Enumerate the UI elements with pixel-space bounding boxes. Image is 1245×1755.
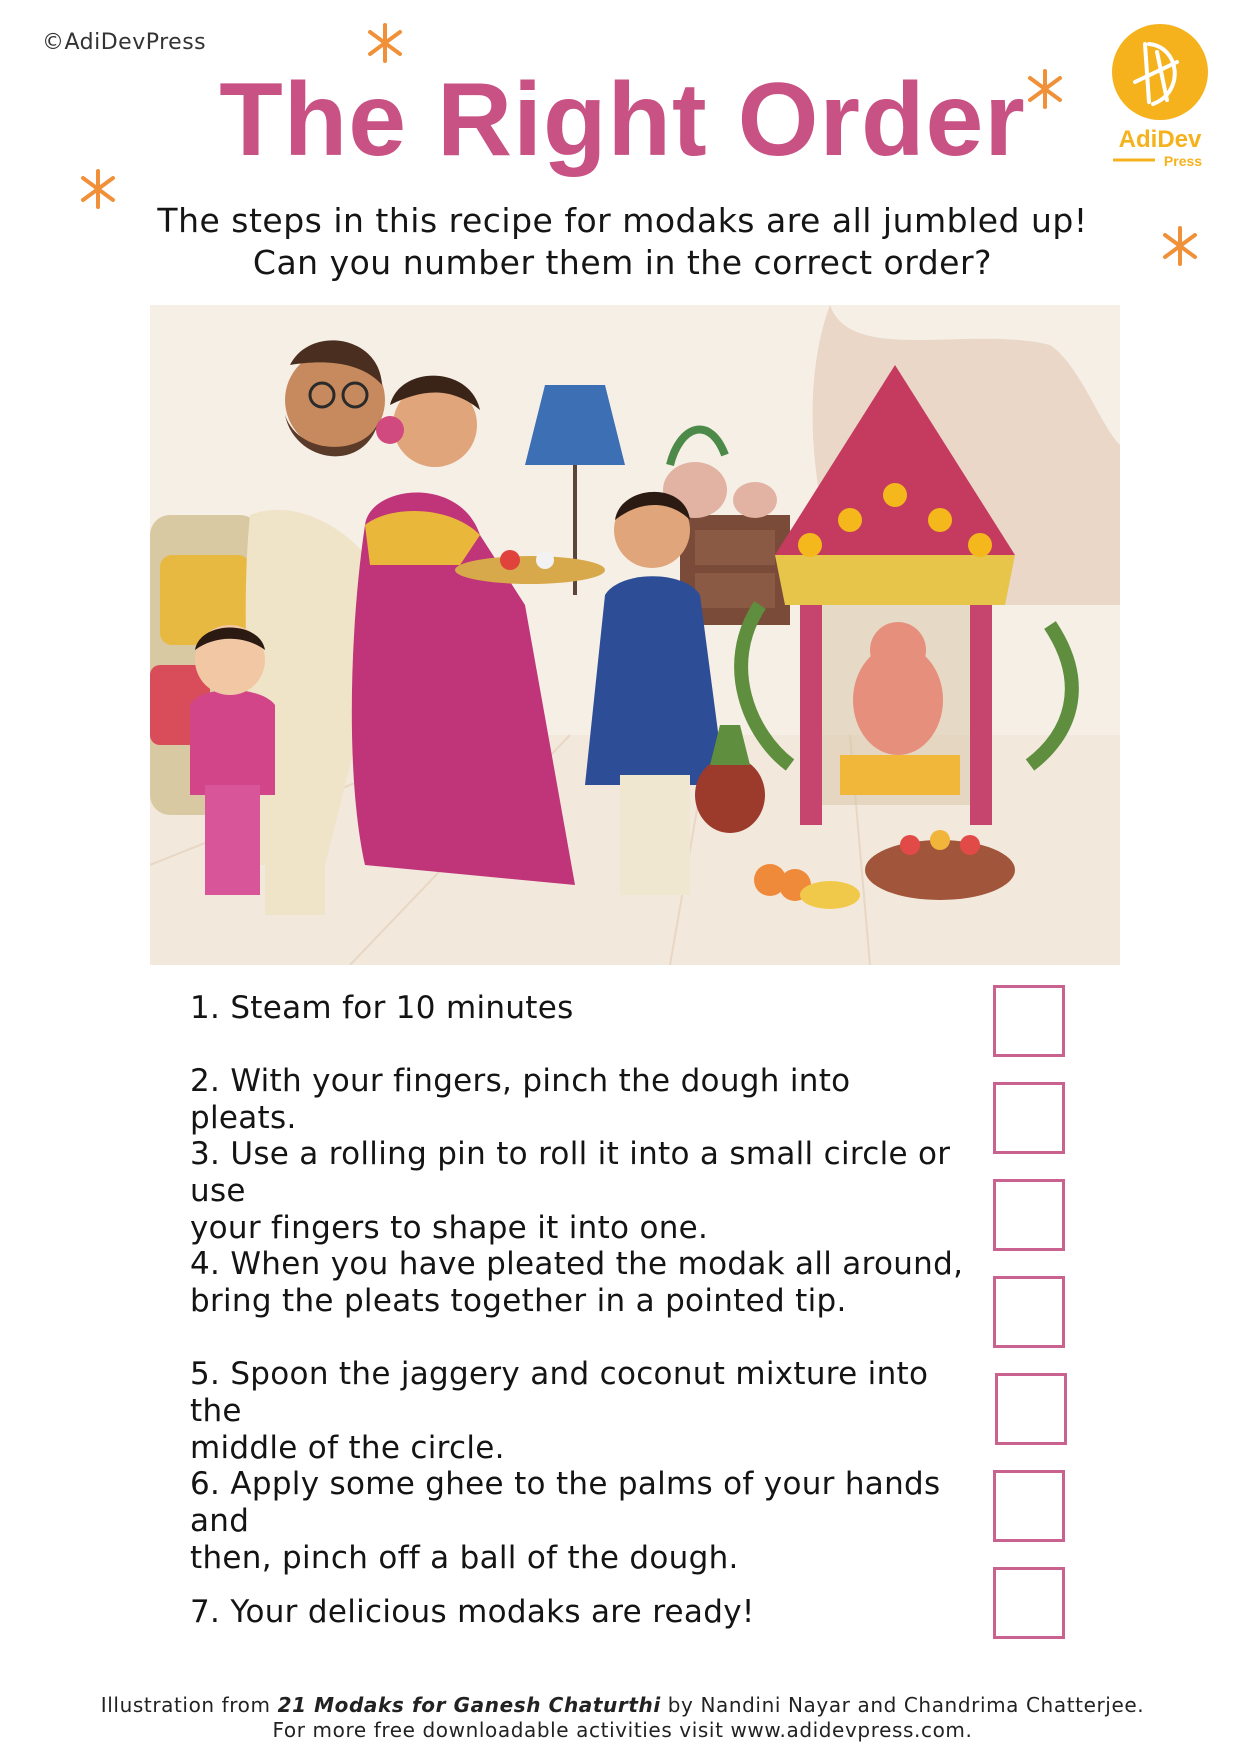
- logo-sub: Press: [1163, 153, 1203, 169]
- logo-name: AdiDev: [1118, 126, 1202, 153]
- step-text: 4. When you have pleated the modak all around,: [190, 1246, 964, 1282]
- step-text: your fingers to shape it into one.: [190, 1210, 709, 1246]
- answer-box[interactable]: [993, 1567, 1065, 1639]
- step-text: 2. With your fingers, pinch the dough into pleats.: [190, 1063, 851, 1136]
- step-item: [190, 1466, 965, 1577]
- page-title: The Right Order: [219, 62, 1026, 178]
- step-item: [190, 990, 965, 1027]
- answer-box[interactable]: [993, 1179, 1065, 1251]
- answer-box[interactable]: [993, 1276, 1065, 1348]
- step-text: 3. Use a rolling pin to roll it into a small circle or use: [190, 1136, 951, 1209]
- footer-credits: [0, 1693, 1245, 1743]
- step-text: 1. Steam for 10 minutes: [190, 990, 574, 1026]
- step-text: then, pinch off a ball of the dough.: [190, 1540, 739, 1576]
- footer-suffix: by Nandini Nayar and Chandrima Chatterjee.: [660, 1693, 1145, 1717]
- book-title: 21 Modaks for Ganesh Chaturthi: [277, 1693, 661, 1717]
- answer-box[interactable]: [993, 985, 1065, 1057]
- step-item: [190, 1594, 965, 1631]
- step-item: [190, 1246, 965, 1320]
- step-item: [190, 1063, 965, 1137]
- answer-box[interactable]: [993, 1082, 1065, 1154]
- step-text: 7. Your delicious modaks are ready!: [190, 1594, 755, 1630]
- step-text: 5. Spoon the jaggery and coconut mixture into the: [190, 1356, 929, 1429]
- answer-box[interactable]: [995, 1373, 1067, 1445]
- step-item: [190, 1136, 965, 1247]
- copyright-text: ©AdiDevPress: [42, 30, 207, 55]
- step-text: 6. Apply some ghee to the palms of your hands and: [190, 1466, 941, 1539]
- step-text: bring the pleats together in a pointed tip.: [190, 1283, 847, 1319]
- step-text: middle of the circle.: [190, 1430, 505, 1466]
- instructions-line: The steps in this recipe for modaks are all jumbled up!: [157, 201, 1088, 240]
- instructions: [0, 200, 1245, 284]
- answer-box[interactable]: [993, 1470, 1065, 1542]
- step-item: [190, 1356, 965, 1467]
- instructions-line: Can you number them in the correct order?: [252, 243, 993, 282]
- family-ganesh-puja-illustration: [150, 305, 1120, 965]
- adidev-logo: [1105, 22, 1215, 172]
- star-icon: [365, 22, 405, 64]
- footer-line-1: [0, 1693, 1245, 1718]
- footer-prefix: Illustration from: [100, 1693, 278, 1717]
- footer-line-2: For more free downloadable activities visit www.adidevpress.com.: [272, 1718, 973, 1742]
